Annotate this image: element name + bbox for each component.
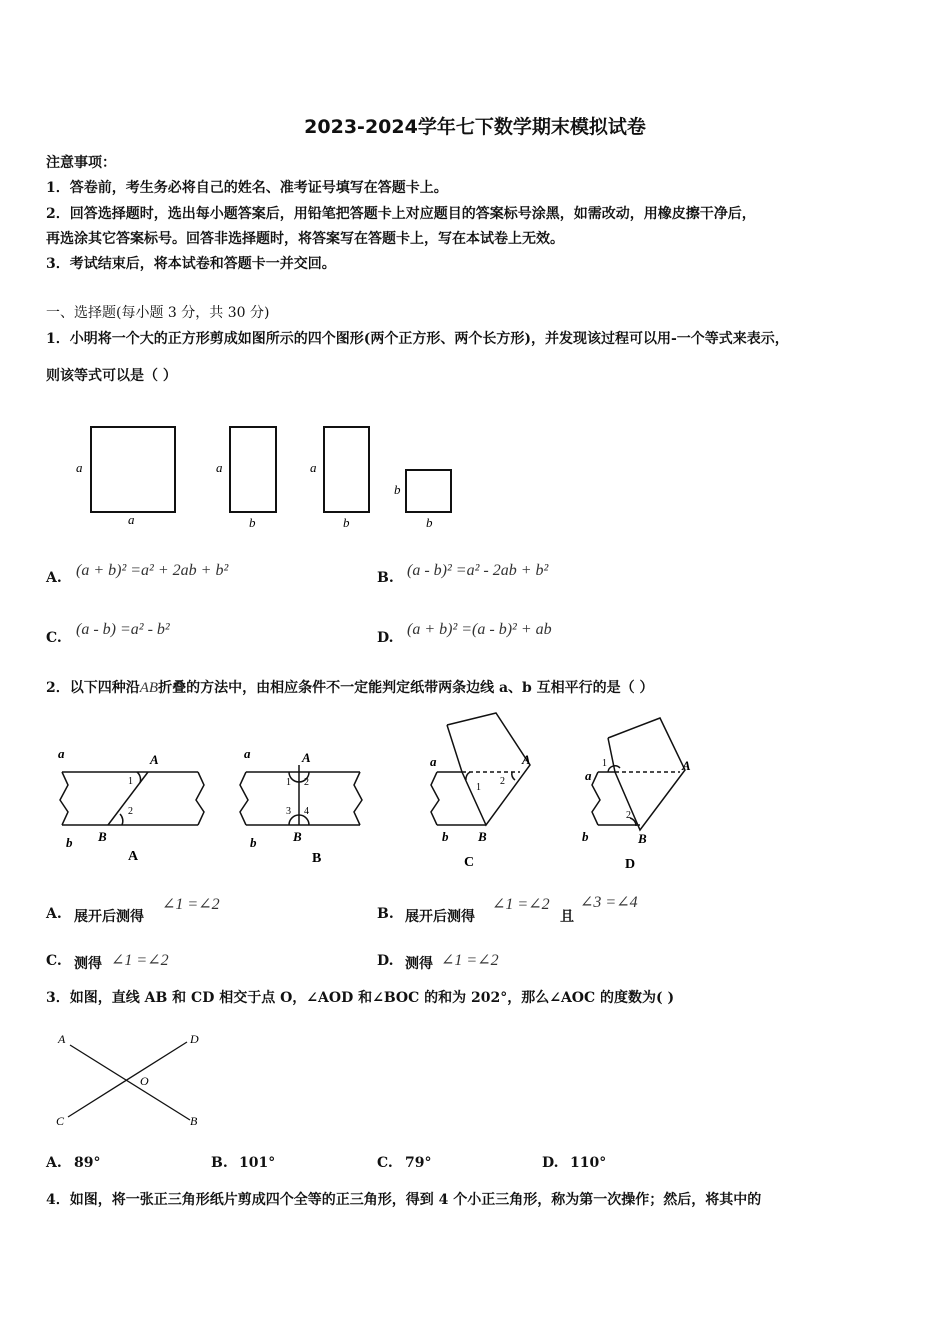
q2-stem-ab: AB	[139, 680, 159, 696]
option-value: 89°	[74, 1155, 101, 1171]
fig-label: 4	[304, 806, 309, 817]
q1-stem: 1．小明将一个大的正方形剪成如图所示的四个图形(两个正方形、两个长方形)，并发现该过程可以用-一个等式来表示，	[46, 331, 789, 347]
fig-label: B	[638, 831, 647, 846]
big-square	[91, 427, 175, 512]
fig-label: a	[216, 460, 223, 475]
fig-label: D	[190, 1032, 199, 1046]
q3-stem: 3．如图，直线 AB 和 CD 相交于点 O，∠AOD 和∠BOC 的和为 202°，那么∠AOC 的度数为( )	[46, 990, 675, 1006]
option-text: 展开后测得	[405, 909, 475, 925]
option-letter: C.	[377, 1155, 393, 1171]
q4-stem: 4．如图，将一张正三角形纸片剪成四个全等的正三角形，得到 4 个小正三角形，称为第一次操作；然后，将其中的	[46, 1192, 762, 1208]
fig-label: a	[244, 746, 251, 761]
fig-label: 1	[286, 777, 291, 788]
fig-label: a	[58, 746, 65, 761]
fig-label: a	[310, 460, 317, 475]
fig-label: b	[442, 829, 449, 844]
fig-label: a	[430, 754, 437, 769]
fig-label: B	[98, 829, 107, 844]
fig-label: b	[66, 835, 73, 850]
notice-line: 3．考试结束后，将本试卷和答题卡一并交回。	[46, 256, 336, 272]
option-letter: A.	[46, 906, 62, 922]
notice-heading: 注意事项：	[46, 155, 116, 171]
option-letter: A.	[46, 1155, 62, 1171]
q2-stem-pre: 2．以下四种沿	[46, 680, 140, 696]
option-value: 101°	[239, 1155, 276, 1171]
fig-label: 1	[128, 776, 133, 787]
fig-b	[240, 765, 362, 825]
fig-label: b	[582, 829, 589, 844]
fig-label: B	[293, 829, 302, 844]
fig-label: 2	[304, 777, 309, 788]
fig-label: 2	[500, 776, 505, 787]
option-formula: (a - b) =a² - b²	[76, 621, 170, 638]
fig-label: O	[140, 1074, 149, 1088]
fig-label: b	[426, 515, 433, 530]
option-letter: B.	[377, 570, 394, 586]
fig-label: A	[150, 752, 159, 767]
option-letter: C.	[46, 630, 62, 646]
fig-d	[592, 718, 685, 830]
option-letter: C.	[46, 953, 62, 969]
fig-label: 1	[476, 782, 481, 793]
fig-label: A	[522, 752, 531, 767]
fig-label: a	[76, 460, 83, 475]
rectangle-1	[230, 427, 276, 512]
fig-label: B	[478, 829, 487, 844]
option-text: 测得	[405, 956, 433, 972]
option-value: 79°	[405, 1155, 432, 1171]
option-math: ∠3 =∠4	[580, 894, 638, 911]
page-title: 2023-2024学年七下数学期末模拟试卷	[304, 116, 646, 138]
q2-stem	[46, 677, 654, 697]
option-formula: (a + b)² =(a - b)² + ab	[407, 621, 552, 638]
option-letter: B.	[211, 1155, 228, 1171]
fig-label: 2	[626, 810, 631, 821]
option-value: 110°	[570, 1155, 607, 1171]
notice-line: 再选涂其它答案标号。回答非选择题时，将答案写在答题卡上，写在本试卷上无效。	[46, 231, 564, 247]
option-letter: D.	[377, 630, 394, 646]
option-text: 展开后测得	[74, 909, 144, 925]
line-cd	[68, 1042, 187, 1117]
line-ab	[70, 1045, 190, 1120]
option-joiner: 且	[560, 909, 574, 925]
section-heading: 一、选择题(每小题 3 分，共 30 分)	[46, 305, 270, 321]
fig-label: 1	[602, 758, 607, 769]
fig-label: A	[302, 750, 311, 765]
small-square	[406, 470, 451, 512]
fig-label: b	[250, 835, 257, 850]
option-math: ∠1 =∠2	[111, 952, 169, 969]
fig-label: a	[128, 512, 135, 527]
fig-label: 3	[286, 806, 291, 817]
option-letter: A.	[46, 570, 62, 586]
fig-c	[431, 713, 530, 825]
option-math: ∠1 =∠2	[162, 896, 220, 913]
q2-figures	[50, 710, 710, 875]
q2-stem-post: 折叠的方法中，由相应条件不一定能判定纸带两条边线 a、b 互相平行的是（ ）	[158, 680, 654, 696]
fig-label: B	[190, 1114, 198, 1128]
option-math: ∠1 =∠2	[441, 952, 499, 969]
notice-line: 1．答卷前，考生务必将自己的姓名、准考证号填写在答题卡上。	[46, 180, 448, 196]
fig-label: A	[682, 758, 691, 773]
q3-figure	[50, 1025, 220, 1135]
option-letter: D.	[377, 953, 394, 969]
fig-label: b	[343, 515, 350, 530]
fig-label: A	[58, 1032, 66, 1046]
fig-label: b	[249, 515, 256, 530]
option-formula: (a + b)² =a² + 2ab + b²	[76, 562, 229, 579]
fig-label: a	[585, 768, 592, 783]
option-math: ∠1 =∠2	[492, 896, 550, 913]
fig-caption: A	[128, 849, 139, 864]
fig-caption: C	[464, 855, 475, 870]
fig-label: C	[56, 1114, 65, 1128]
option-formula: (a - b)² =a² - 2ab + b²	[407, 562, 549, 579]
option-letter: D.	[542, 1155, 559, 1171]
fig-label: 2	[128, 806, 133, 817]
q1-stem-cont: 则该等式可以是（ ）	[46, 368, 177, 384]
fig-label: b	[394, 482, 401, 497]
option-letter: B.	[377, 906, 394, 922]
notice-line: 2．回答选择题时，选出每小题答案后，用铅笔把答题卡上对应题目的答案标号涂黑，如需改动，用橡皮擦干净后，	[46, 206, 756, 222]
fig-caption: D	[625, 857, 636, 872]
rectangle-2	[324, 427, 369, 512]
option-text: 测得	[74, 956, 102, 972]
fig-caption: B	[312, 851, 322, 866]
q1-figure	[70, 420, 470, 535]
